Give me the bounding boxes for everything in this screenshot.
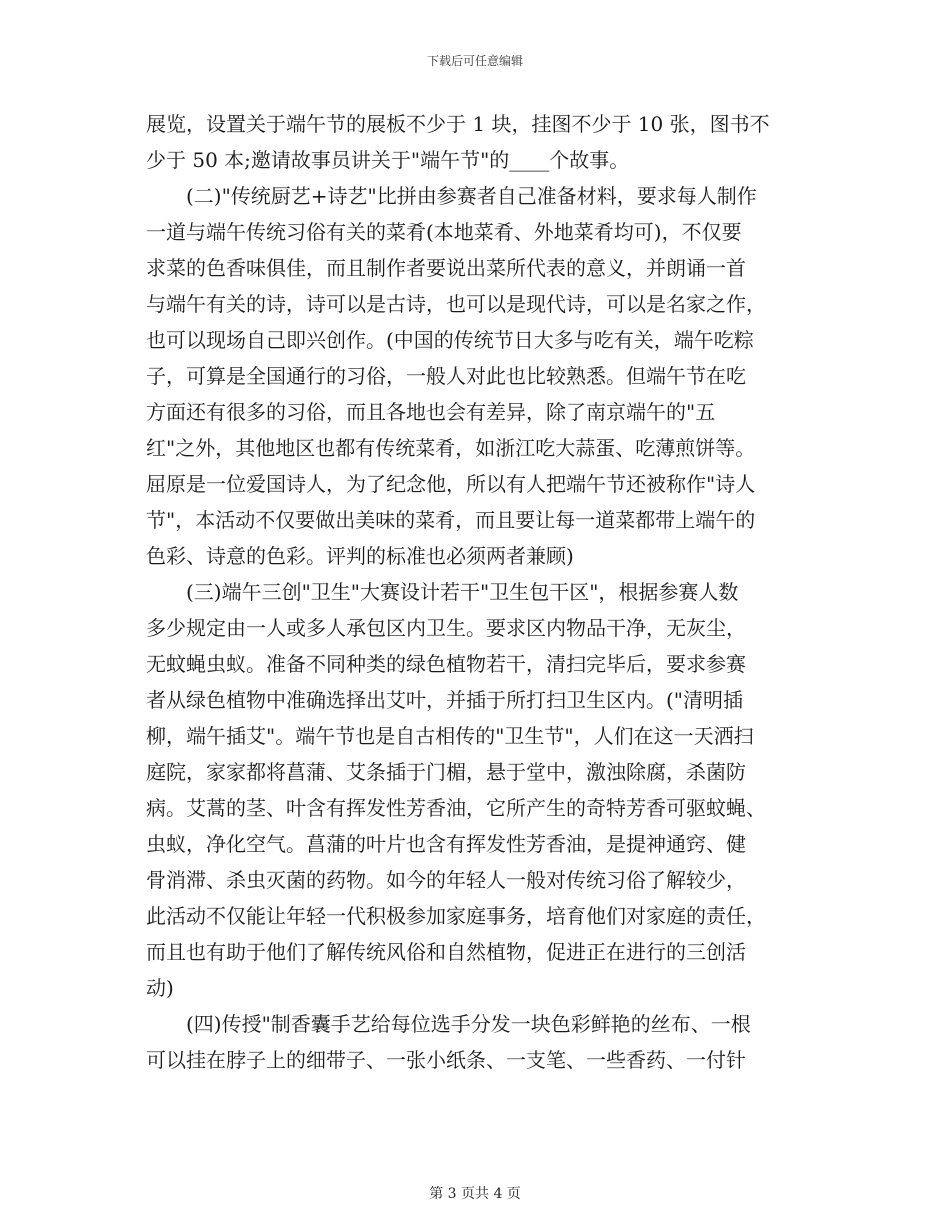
- text-line: 子，可算是全国通行的习俗，一般人对此也比较熟悉。但端午节在吃: [146, 364, 746, 388]
- text-line: 者从绿色植物中准确选择出艾叶，并插于所打扫卫生区内。("清明插: [146, 688, 744, 712]
- text-line: 此活动不仅能让年轻一代积极参加家庭事务，培育他们对家庭的责任，: [146, 904, 766, 928]
- text-line: 展览，设置关于端午节的展板不少于 1 块，挂图不少于 10 张，图书不: [146, 112, 770, 136]
- text-line: 动): [146, 976, 174, 1000]
- page-footer: 第 3 页共 4 页: [429, 1186, 521, 1202]
- text-line: 少于 50 本;邀请故事员讲关于"端午节"的____个故事。: [146, 148, 630, 172]
- paragraph-start-line: (三)端午三创"卫生"大赛设计若干"卫生包干区"，根据参赛人数: [186, 580, 739, 604]
- text-line: 病。艾蒿的茎、叶含有挥发性芳香油，它所产生的奇特芳香可驱蚊蝇、: [146, 796, 766, 820]
- text-line: 求菜的色香味俱佳，而且制作者要说出菜所代表的意义，并朗诵一首: [146, 256, 746, 280]
- text-line: 一道与端午传统习俗有关的菜肴(本地菜肴、外地菜肴均可)，不仅要: [146, 220, 742, 244]
- text-line: 可以挂在脖子上的细带子、一张小纸条、一支笔、一些香药、一付针: [146, 1048, 746, 1072]
- text-line: 也可以现场自己即兴创作。(中国的传统节日大多与吃有关，端午吃粽: [146, 328, 754, 352]
- text-line: 多少规定由一人或多人承包区内卫生。要求区内物品干净，无灰尘，: [146, 616, 746, 640]
- text-line: 方面还有很多的习俗，而且各地也会有差异，除了南京端午的"五: [146, 400, 716, 424]
- text-line: 节"，本活动不仅要做出美味的菜肴，而且要让每一道菜都带上端午的: [146, 508, 756, 532]
- text-line: 色彩、诗意的色彩。评判的标准也必须两者兼顾): [146, 544, 574, 568]
- text-line: 无蚊蝇虫蚁。准备不同种类的绿色植物若干，清扫完毕后，要求参赛: [146, 652, 746, 676]
- text-line: 柳，端午插艾"。端午节也是自古相传的"卫生节"，人们在这一天洒扫: [146, 724, 754, 748]
- text-line: 虫蚁，净化空气。菖蒲的叶片也含有挥发性芳香油，是提神通窍、健: [146, 832, 746, 856]
- paragraph-start-line: (二)"传统厨艺+诗艺"比拼由参赛者自己准备材料，要求每人制作: [186, 184, 757, 208]
- text-line: 红"之外，其他地区也都有传统菜肴，如浙江吃大蒜蛋、吃薄煎饼等。: [146, 436, 756, 460]
- text-line: 而且也有助于他们了解传统风俗和自然植物，促进正在进行的三创活: [146, 940, 746, 964]
- text-line: 庭院，家家都将菖蒲、艾条插于门楣，悬于堂中，激浊除腐，杀菌防: [146, 760, 746, 784]
- text-line: 屈原是一位爱国诗人，为了纪念他，所以有人把端午节还被称作"诗人: [146, 472, 756, 496]
- text-line: 骨消滞、杀虫灭菌的药物。如今的年轻人一般对传统习俗了解较少，: [146, 868, 746, 892]
- page-header: 下载后可任意编辑: [426, 54, 523, 68]
- text-line: 与端午有关的诗，诗可以是古诗，也可以是现代诗，可以是名家之作，: [146, 292, 766, 316]
- paragraph-start-line: (四)传授"制香囊手艺给每位选手分发一块色彩鲜艳的丝布、一根: [186, 1012, 751, 1036]
